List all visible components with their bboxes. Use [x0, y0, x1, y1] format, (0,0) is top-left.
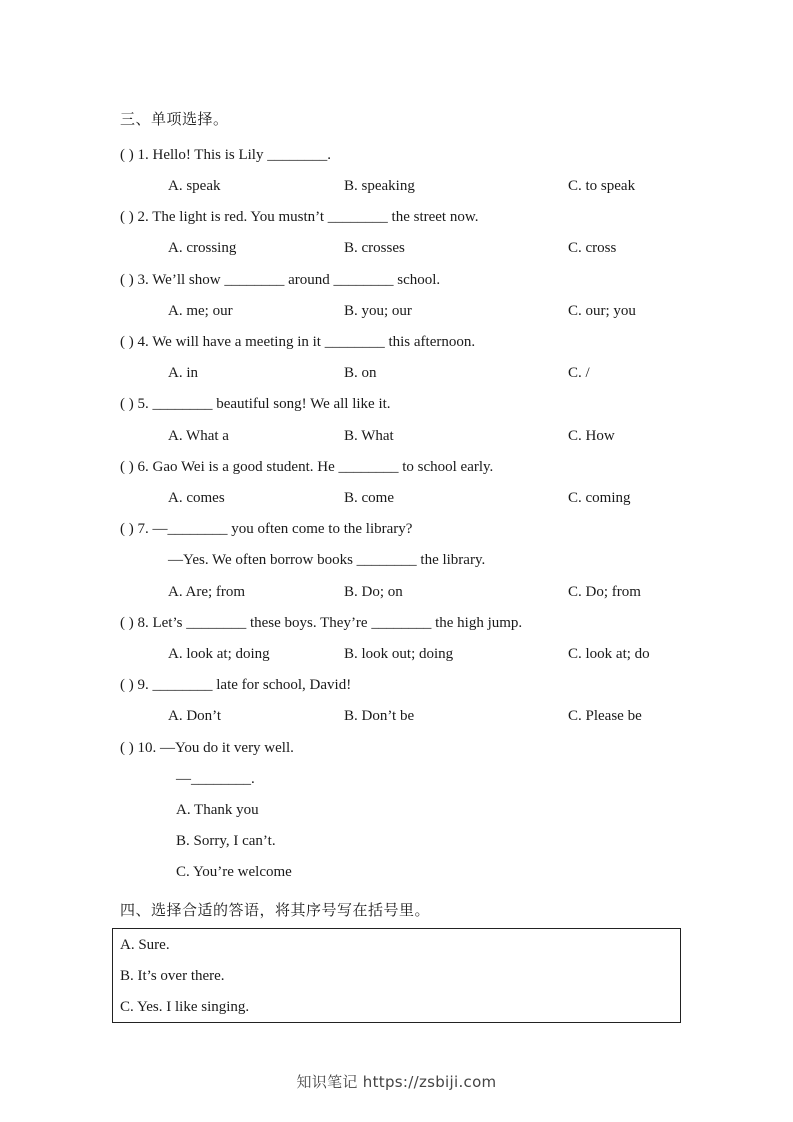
q4-option-b: B. on — [344, 365, 377, 381]
box-item-c: C. Yes. I like singing. — [120, 999, 250, 1015]
q5-option-c: C. How — [568, 428, 615, 444]
q5-option-a: A. What a — [168, 428, 229, 444]
q6-option-b: B. come — [344, 490, 394, 506]
q9-option-c: C. Please be — [568, 708, 642, 724]
question-1: ( ) 1. Hello! This is Lily ________. — [120, 147, 331, 163]
q2-option-a: A. crossing — [168, 240, 237, 256]
q1-option-b: B. speaking — [344, 178, 415, 194]
q1-option-a: A. speak — [168, 178, 221, 194]
q2-option-c: C. cross — [568, 240, 617, 256]
q3-option-a: A. me; our — [168, 303, 233, 319]
box-item-a: A. Sure. — [120, 937, 170, 953]
q9-option-b: B. Don’t be — [344, 708, 415, 724]
q1-option-c: C. to speak — [568, 178, 636, 194]
q10-option-c: C. You’re welcome — [176, 864, 292, 880]
q8-option-c: C. look at; do — [568, 646, 650, 662]
q6-option-a: A. comes — [168, 490, 225, 506]
question-6: ( ) 6. Gao Wei is a good student. He ________ to school early. — [120, 459, 494, 475]
q3-option-c: C. our; you — [568, 303, 636, 319]
q4-option-c: C. / — [568, 365, 590, 381]
q2-option-b: B. crosses — [344, 240, 405, 256]
question-3: ( ) 3. We’ll show ________ around ________ school. — [120, 272, 441, 288]
q7-option-c: C. Do; from — [568, 584, 641, 600]
footer-watermark: 知识笔记 https://zsbiji.com — [296, 1073, 497, 1091]
q10-option-a: A. Thank you — [176, 802, 259, 818]
q8-option-b: B. look out; doing — [344, 646, 454, 662]
q9-option-a: A. Don’t — [168, 708, 222, 724]
section4-title: 四、选择合适的答语，将其序号写在括号里。 — [120, 901, 431, 919]
question-4: ( ) 4. We will have a meeting in it ________ this afternoon. — [120, 334, 476, 350]
q5-option-b: B. What — [344, 428, 394, 444]
question-5: ( ) 5. ________ beautiful song! We all like it. — [120, 396, 391, 412]
answer-box — [112, 928, 681, 1023]
question-2: ( ) 2. The light is red. You mustn’t ________ the street now. — [120, 209, 479, 225]
question-7-line2: —Yes. We often borrow books ________ the library. — [168, 552, 486, 568]
q8-option-a: A. look at; doing — [168, 646, 270, 662]
question-8: ( ) 8. Let’s ________ these boys. They’re ________ the high jump. — [120, 615, 523, 631]
question-7: ( ) 7. —________ you often come to the library? — [120, 521, 413, 537]
question-10: ( ) 10. —You do it very well. — [120, 740, 294, 756]
q3-option-b: B. you; our — [344, 303, 412, 319]
q4-option-a: A. in — [168, 365, 198, 381]
question-10-line2: —________. — [176, 771, 255, 787]
section3-title: 三、单项选择。 — [120, 110, 229, 128]
q6-option-c: C. coming — [568, 490, 631, 506]
box-item-b: B. It’s over there. — [120, 968, 225, 984]
q7-option-a: A. Are; from — [168, 584, 246, 600]
question-9: ( ) 9. ________ late for school, David! — [120, 677, 352, 693]
q10-option-b: B. Sorry, I can’t. — [176, 833, 276, 849]
q7-option-b: B. Do; on — [344, 584, 403, 600]
